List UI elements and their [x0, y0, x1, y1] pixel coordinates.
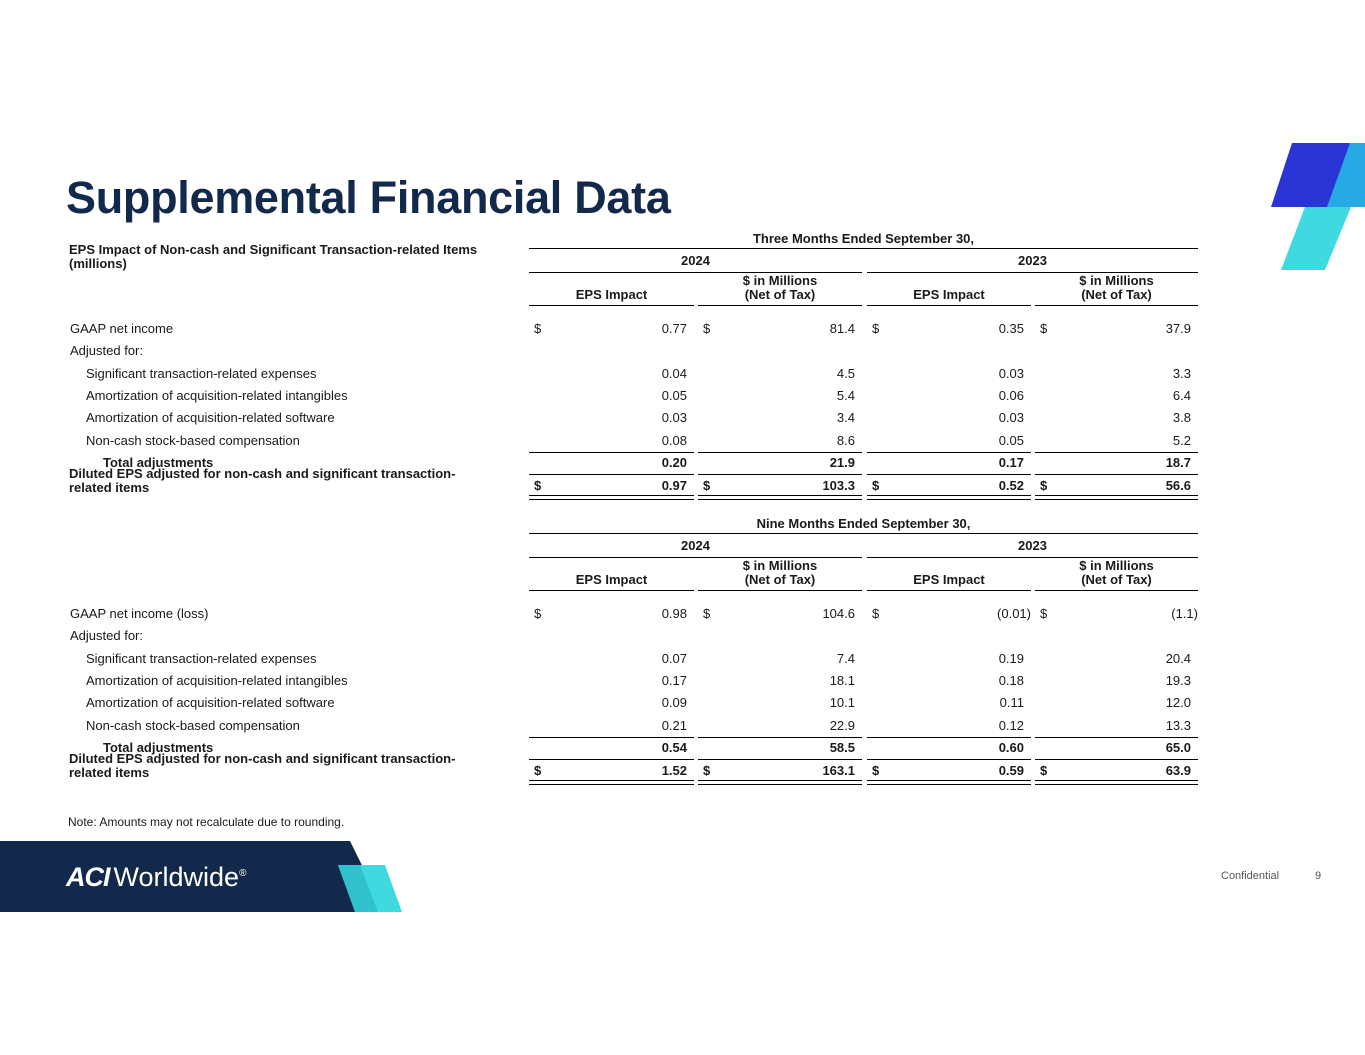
cell-value: 0.06: [998, 388, 1024, 403]
dollar-sign: $: [703, 763, 711, 778]
table-row: [0, 692, 1365, 714]
eps-impact-header: EPS Impact: [575, 572, 648, 587]
cell-value: 0.09: [661, 695, 687, 710]
cell-value: 0.18: [998, 673, 1024, 688]
cell-value: 21.9: [829, 455, 855, 470]
double-underline: [1035, 495, 1198, 500]
dollar-sign: $: [534, 606, 542, 621]
row-label: Amortization of acquisition-related intangibles: [86, 673, 348, 688]
table-row: [0, 318, 1365, 340]
dollar-sign: $: [1040, 321, 1048, 336]
row-label: GAAP net income (loss): [70, 606, 209, 621]
row-label: Non-cash stock-based compensation: [86, 433, 300, 448]
cell-value: 10.1: [829, 695, 855, 710]
column-header-rule: [867, 305, 1031, 306]
column-header-rule: [1035, 590, 1198, 591]
cell-value: 20.4: [1165, 651, 1191, 666]
table-row: [0, 603, 1365, 625]
dollar-sign: $: [1040, 478, 1048, 493]
period-rule: [529, 248, 1198, 249]
cell-value: 1.52: [661, 763, 687, 778]
table-subtitle: EPS Impact of Non-cash and Significant Transaction-related Items (millions): [69, 242, 478, 271]
cell-value: 0.07: [661, 651, 687, 666]
cell-value: 63.9: [1165, 763, 1191, 778]
millions-header-line2: (Net of Tax): [1081, 572, 1152, 587]
row-label: Non-cash stock-based compensation: [86, 718, 300, 733]
row-label: Significant transaction-related expenses: [86, 651, 317, 666]
cell-value: 81.4: [829, 321, 855, 336]
period-rule: [529, 533, 1198, 534]
row-label: Adjusted for:: [70, 343, 143, 358]
dollar-sign: $: [703, 478, 711, 493]
cell-value: 0.97: [661, 478, 687, 493]
cell-value: 0.08: [661, 433, 687, 448]
double-underline: [698, 495, 862, 500]
cell-value: 56.6: [1165, 478, 1191, 493]
year-header: 2024: [681, 253, 710, 268]
dollar-sign: $: [1040, 606, 1048, 621]
dollar-sign: $: [534, 763, 542, 778]
cell-value: 0.98: [661, 606, 687, 621]
row-label: Amortization of acquisition-related intangibles: [86, 388, 348, 403]
row-label: Amortization of acquisition-related software: [86, 695, 335, 710]
cell-value: 0.12: [998, 718, 1024, 733]
millions-header-line2: (Net of Tax): [744, 287, 816, 302]
table-row: [0, 385, 1365, 407]
row-label: Diluted EPS adjusted for non-cash and significant transaction-: [69, 751, 456, 766]
double-underline: [529, 780, 694, 785]
page-title: Supplemental Financial Data: [66, 172, 671, 223]
cell-value: 5.4: [836, 388, 855, 403]
page-number: 9: [1315, 870, 1322, 882]
table-row: [0, 625, 1365, 647]
double-underline: [867, 495, 1031, 500]
column-header-rule: [1035, 305, 1198, 306]
cell-value: 65.0: [1165, 740, 1191, 755]
column-header-rule: [867, 590, 1031, 591]
cell-value: 6.4: [1172, 388, 1191, 403]
dollar-sign: $: [872, 321, 880, 336]
column-header-rule: [698, 590, 862, 591]
table-row: [0, 430, 1365, 452]
cell-value: (1.1): [1171, 606, 1198, 621]
cell-value: 0.19: [998, 651, 1024, 666]
cell-value: 0.03: [661, 410, 687, 425]
logo-registered-mark: ®: [239, 868, 247, 879]
millions-header-line2: (Net of Tax): [1081, 287, 1152, 302]
cell-value: 37.9: [1165, 321, 1191, 336]
cell-value: 0.11: [999, 695, 1024, 710]
column-header-rule: [529, 305, 694, 306]
row-label: GAAP net income: [70, 321, 174, 336]
cell-value: 0.04: [661, 366, 687, 381]
column-header-rule: [529, 590, 694, 591]
column-header-rule: [698, 305, 862, 306]
dollar-sign: $: [872, 763, 880, 778]
cell-value: 0.17: [661, 673, 687, 688]
aci-worldwide-logo: [66, 862, 246, 893]
cell-value: 0.21: [661, 718, 687, 733]
cell-value: 0.77: [661, 321, 687, 336]
table-row: [0, 751, 1365, 782]
cell-value: 12.0: [1165, 695, 1191, 710]
millions-header-line1: $ in Millions: [742, 558, 818, 573]
double-underline: [529, 495, 694, 500]
table-row: [0, 363, 1365, 385]
millions-header-line1: $ in Millions: [1079, 558, 1154, 573]
eps-impact-header: EPS Impact: [913, 572, 985, 587]
dollar-sign: $: [534, 321, 542, 336]
row-label: Total adjustments: [103, 455, 214, 470]
dollar-sign: $: [872, 606, 880, 621]
year-header: 2023: [1018, 538, 1047, 553]
cell-value: 0.35: [998, 321, 1024, 336]
dollar-sign: $: [872, 478, 880, 493]
cell-value: 22.9: [829, 718, 855, 733]
millions-header-line1: $ in Millions: [1079, 273, 1154, 288]
confidential-label: Confidential: [1221, 870, 1280, 882]
period-title: Nine Months Ended September 30,: [756, 516, 971, 531]
dollar-sign: $: [703, 321, 711, 336]
dollar-sign: $: [534, 478, 542, 493]
cell-value: 3.4: [836, 410, 855, 425]
rounding-note: Note: Amounts may not recalculate due to rounding.: [68, 815, 345, 829]
cell-value: 3.3: [1172, 366, 1191, 381]
table-row: [0, 715, 1365, 737]
row-label: Total adjustments: [103, 740, 214, 755]
year-header: 2023: [1018, 253, 1047, 268]
cell-value: 0.05: [998, 433, 1024, 448]
cell-value: 0.20: [661, 455, 687, 470]
cell-value: 0.54: [661, 740, 687, 755]
cell-value: (0.01): [997, 606, 1031, 621]
cell-value: 3.8: [1172, 410, 1191, 425]
cell-value: 13.3: [1165, 718, 1191, 733]
row-label: Diluted EPS adjusted for non-cash and significant transaction-: [69, 466, 456, 481]
double-underline: [1035, 780, 1198, 785]
cell-value: 0.17: [998, 455, 1024, 470]
cell-value: 0.05: [661, 388, 687, 403]
cell-value: 103.3: [822, 478, 855, 493]
double-underline: [867, 780, 1031, 785]
cell-value: 58.5: [829, 740, 855, 755]
cell-value: 0.03: [998, 366, 1024, 381]
cell-value: 18.1: [829, 673, 855, 688]
eps-impact-header: EPS Impact: [913, 287, 985, 302]
eps-impact-header: EPS Impact: [575, 287, 648, 302]
millions-header-line1: $ in Millions: [742, 273, 818, 288]
cell-value: 19.3: [1165, 673, 1191, 688]
cell-value: 7.4: [836, 651, 855, 666]
double-underline: [698, 780, 862, 785]
cell-value: 163.1: [822, 763, 855, 778]
cell-value: 0.03: [998, 410, 1024, 425]
row-label: Significant transaction-related expenses: [86, 366, 317, 381]
cell-value: 104.6: [822, 606, 855, 621]
table-row: [0, 340, 1365, 362]
cell-value: 0.52: [998, 478, 1024, 493]
cell-value: 0.59: [998, 763, 1024, 778]
millions-header-line2: (Net of Tax): [744, 572, 816, 587]
cell-value: 0.60: [998, 740, 1024, 755]
cell-value: 18.7: [1165, 455, 1191, 470]
row-label: related items: [69, 480, 150, 495]
year-header: 2024: [681, 538, 710, 553]
table-row: [0, 466, 1365, 497]
table-row: [0, 648, 1365, 670]
row-label: Amortization of acquisition-related software: [86, 410, 335, 425]
table-row: [0, 670, 1365, 692]
cell-value: 5.2: [1172, 433, 1191, 448]
logo-brand: ACI: [66, 862, 110, 892]
row-label: related items: [69, 765, 150, 780]
dollar-sign: $: [1040, 763, 1048, 778]
cell-value: 8.6: [836, 433, 855, 448]
logo-name: Worldwide: [113, 862, 240, 892]
cell-value: 4.5: [836, 366, 855, 381]
table-row: [0, 407, 1365, 429]
period-title: Three Months Ended September 30,: [752, 231, 975, 246]
corner-decoration: [1265, 143, 1365, 271]
dollar-sign: $: [703, 606, 711, 621]
row-label: Adjusted for:: [70, 628, 143, 643]
